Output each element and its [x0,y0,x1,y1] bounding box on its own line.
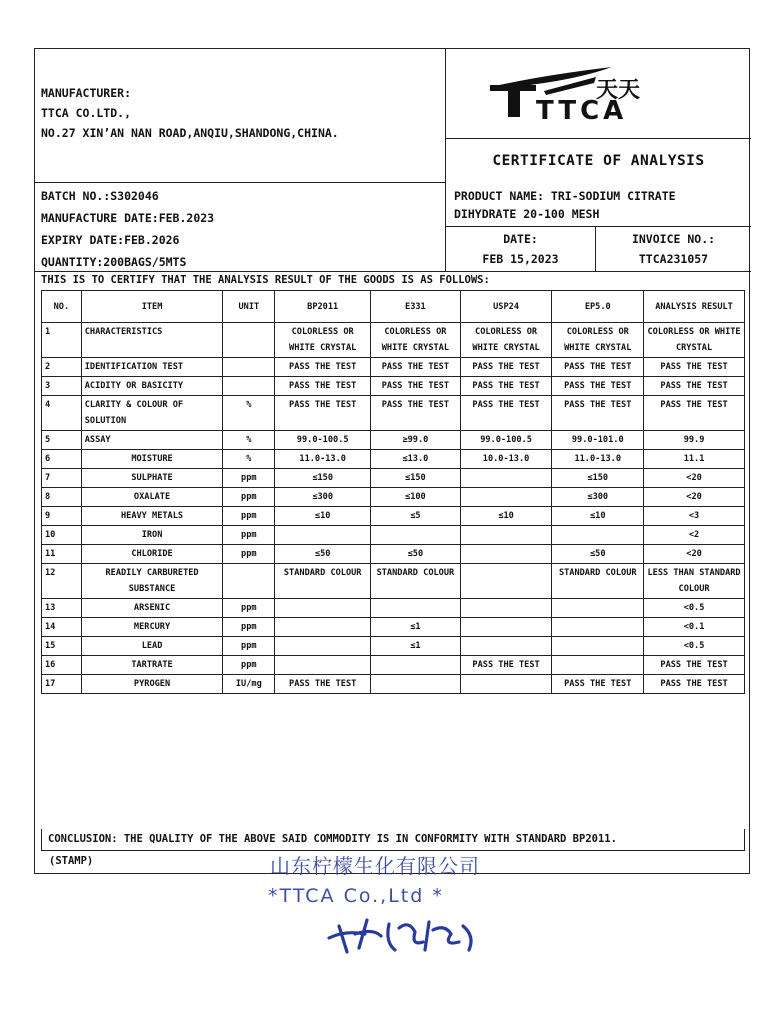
table-cell: LESS THAN STANDARD COLOUR [644,564,745,599]
table-cell: ≤150 [275,469,371,488]
table-cell: IU/mg [223,675,275,694]
date-value: FEB 15,2023 [482,252,559,266]
table-cell: PASS THE TEST [275,358,371,377]
table-cell: ppm [223,488,275,507]
table-cell: 99.0-100.5 [460,431,552,450]
table-cell: MERCURY [81,618,223,637]
table-cell: PASS THE TEST [460,396,552,431]
table-cell: 13 [42,599,82,618]
table-cell: 7 [42,469,82,488]
date-label: DATE: [503,232,538,246]
table-row [42,564,745,599]
document-title: CERTIFICATE OF ANALYSIS [492,153,705,169]
table-cell: <3 [644,507,745,526]
table-cell [223,564,275,599]
manufacturer-name: TTCA CO.LTD., [41,106,132,120]
table-cell [223,323,275,358]
column-header: UNIT [223,291,275,323]
table-cell [223,377,275,396]
table-row [42,637,745,656]
table-cell: 11.1 [644,450,745,469]
table-cell: PASS THE TEST [552,377,644,396]
table-row [42,396,745,431]
table-cell [275,599,371,618]
table-cell: 12 [42,564,82,599]
column-header: E331 [371,291,461,323]
product-name-block [446,183,751,227]
ttca-logo [484,65,714,121]
manufacturer-label: MANUFACTURER: [41,86,132,100]
table-cell: COLORLESS OR WHITE CRYSTAL [644,323,745,358]
batch-info [35,183,446,271]
table-row [42,377,745,396]
table-cell [460,526,552,545]
table-cell: PASS THE TEST [371,358,461,377]
table-cell [223,358,275,377]
table-cell: 6 [42,450,82,469]
table-cell [460,564,552,599]
table-row [42,599,745,618]
table-cell: <20 [644,545,745,564]
table-cell: SULPHATE [81,469,223,488]
table-cell: 99.9 [644,431,745,450]
expiry-date: EXPIRY DATE:FEB.2026 [41,233,180,247]
table-cell [552,656,644,675]
table-cell: ≤150 [371,469,461,488]
table-cell: PASS THE TEST [275,675,371,694]
table-cell: MOISTURE [81,450,223,469]
table-cell [460,637,552,656]
table-cell: ≤50 [371,545,461,564]
analysis-table [41,290,745,694]
table-cell: CHLORIDE [81,545,223,564]
manufacture-date: MANUFACTURE DATE:FEB.2023 [41,211,215,225]
table-cell: ≤150 [552,469,644,488]
table-cell [460,469,552,488]
table-row [42,618,745,637]
column-header: USP24 [460,291,552,323]
table-cell [552,618,644,637]
table-cell: % [223,396,275,431]
table-row [42,545,745,564]
table-cell: % [223,450,275,469]
table-cell: OXALATE [81,488,223,507]
table-cell: ppm [223,656,275,675]
table-cell: ppm [223,637,275,656]
table-cell [460,545,552,564]
column-header: NO. [42,291,82,323]
column-header: ANALYSIS RESULT [644,291,745,323]
table-cell [275,637,371,656]
table-cell [552,599,644,618]
stamp-company-cn: 山东柠檬生化有限公司 [270,854,480,878]
table-cell: ppm [223,545,275,564]
table-cell: ≤100 [371,488,461,507]
table-cell: PASS THE TEST [371,377,461,396]
table-cell: <0.5 [644,637,745,656]
table-cell: 10 [42,526,82,545]
table-cell: PASS THE TEST [644,358,745,377]
table-row [42,675,745,694]
table-cell: PASS THE TEST [644,675,745,694]
table-cell: 5 [42,431,82,450]
table-row [42,469,745,488]
table-cell: <20 [644,488,745,507]
manufacturer-block [35,49,446,183]
table-cell: CHARACTERISTICS [81,323,223,358]
manufacturer-address: NO.27 XIN’AN NAN ROAD,ANQIU,SHANDONG,CHINA. [41,126,339,140]
table-cell: ≤50 [552,545,644,564]
invoice-value: TTCA231057 [638,252,709,266]
table-cell: 14 [42,618,82,637]
table-cell [275,618,371,637]
table-cell: ACIDITY OR BASICITY [81,377,223,396]
table-cell: PASS THE TEST [460,377,552,396]
batch-number: BATCH NO.:S302046 [41,189,159,203]
table-cell [371,599,461,618]
table-row [42,526,745,545]
table-cell: 11.0-13.0 [552,450,644,469]
svg-text:天天: 天天 [596,78,641,103]
table-cell: % [223,431,275,450]
table-cell: 4 [42,396,82,431]
table-cell [275,526,371,545]
company-logo [446,49,751,139]
table-cell [371,526,461,545]
table-cell: PASS THE TEST [552,675,644,694]
quantity: QUANTITY:200BAGS/5MTS [41,255,187,269]
table-row [42,323,745,358]
table-cell: PASS THE TEST [275,396,371,431]
table-cell: ≤300 [275,488,371,507]
table-cell: PASS THE TEST [644,656,745,675]
table-cell: PASS THE TEST [460,358,552,377]
table-cell: ppm [223,526,275,545]
date-block [446,227,596,271]
table-cell: 99.0-101.0 [552,431,644,450]
table-cell: <2 [644,526,745,545]
conclusion: CONCLUSION: THE QUALITY OF THE ABOVE SAID COMMODITY IS IN CONFORMITY WITH STANDARD BP2011. [41,829,745,851]
table-cell: 11 [42,545,82,564]
certificate-sheet [34,48,750,874]
table-cell: <0.5 [644,599,745,618]
table-cell: PASS THE TEST [460,656,552,675]
table-cell: ASSAY [81,431,223,450]
table-cell: TARTRATE [81,656,223,675]
table-cell: ≤50 [275,545,371,564]
invoice-label: INVOICE NO.: [631,232,716,246]
table-cell: ≤10 [460,507,552,526]
table-cell: ≤13.0 [371,450,461,469]
table-cell: 2 [42,358,82,377]
table-cell: CLARITY & COLOUR OF SOLUTION [81,396,223,431]
table-cell: 1 [42,323,82,358]
table-cell: PASS THE TEST [644,377,745,396]
table-cell: IRON [81,526,223,545]
table-cell: HEAVY METALS [81,507,223,526]
table-cell: LEAD [81,637,223,656]
table-cell [552,637,644,656]
table-cell: IDENTIFICATION TEST [81,358,223,377]
table-cell: <20 [644,469,745,488]
table-cell: STANDARD COLOUR [371,564,461,599]
table-row [42,507,745,526]
table-cell: PASS THE TEST [644,396,745,431]
stamp-label: (STAMP) [49,855,94,867]
table-cell: STANDARD COLOUR [275,564,371,599]
table-row [42,431,745,450]
handwritten-signature [325,912,485,956]
product-name-line2: DIHYDRATE 20-100 MESH [454,207,600,221]
table-cell: ARSENIC [81,599,223,618]
table-cell: COLORLESS OR WHITE CRYSTAL [371,323,461,358]
product-name-line1: PRODUCT NAME: TRI-SODIUM CITRATE [454,189,676,203]
table-cell: PASS THE TEST [552,358,644,377]
certify-statement: THIS IS TO CERTIFY THAT THE ANALYSIS RESULT OF THE GOODS IS AS FOLLOWS: [35,271,751,289]
table-cell: 17 [42,675,82,694]
table-cell: STANDARD COLOUR [552,564,644,599]
invoice-block [596,227,751,271]
table-cell: ppm [223,507,275,526]
table-cell: 15 [42,637,82,656]
column-header: EP5.0 [552,291,644,323]
table-cell: COLORLESS OR WHITE CRYSTAL [275,323,371,358]
table-header-row [42,291,745,323]
table-cell: COLORLESS OR WHITE CRYSTAL [552,323,644,358]
table-cell [460,599,552,618]
column-header: BP2011 [275,291,371,323]
table-cell: ≤5 [371,507,461,526]
svg-text:TTCA: TTCA [536,96,628,121]
table-cell: 99.0-100.5 [275,431,371,450]
table-cell [371,675,461,694]
table-cell: ≤10 [275,507,371,526]
table-cell: 9 [42,507,82,526]
table-cell: 3 [42,377,82,396]
table-cell: 16 [42,656,82,675]
table-cell: PASS THE TEST [552,396,644,431]
table-cell: 10.0-13.0 [460,450,552,469]
column-header: ITEM [81,291,223,323]
table-row [42,488,745,507]
table-cell: PASS THE TEST [371,396,461,431]
table-cell: ppm [223,618,275,637]
table-row [42,656,745,675]
table-cell: 8 [42,488,82,507]
table-cell: PYROGEN [81,675,223,694]
table-cell: PASS THE TEST [275,377,371,396]
table-cell: ppm [223,599,275,618]
table-cell: ≤300 [552,488,644,507]
table-cell [460,675,552,694]
table-cell [552,526,644,545]
table-cell [275,656,371,675]
table-cell: 11.0-13.0 [275,450,371,469]
table-cell [460,618,552,637]
table-cell: ≤10 [552,507,644,526]
table-cell: COLORLESS OR WHITE CRYSTAL [460,323,552,358]
table-row [42,450,745,469]
table-cell: <0.1 [644,618,745,637]
table-cell: ≥99.0 [371,431,461,450]
table-cell: ppm [223,469,275,488]
table-cell [460,488,552,507]
stamp-company-en: *TTCA Co.,Ltd * [268,885,444,907]
table-cell [371,656,461,675]
table-cell: ≤1 [371,618,461,637]
table-row [42,358,745,377]
table-cell: READILY CARBURETED SUBSTANCE [81,564,223,599]
table-cell: ≤1 [371,637,461,656]
